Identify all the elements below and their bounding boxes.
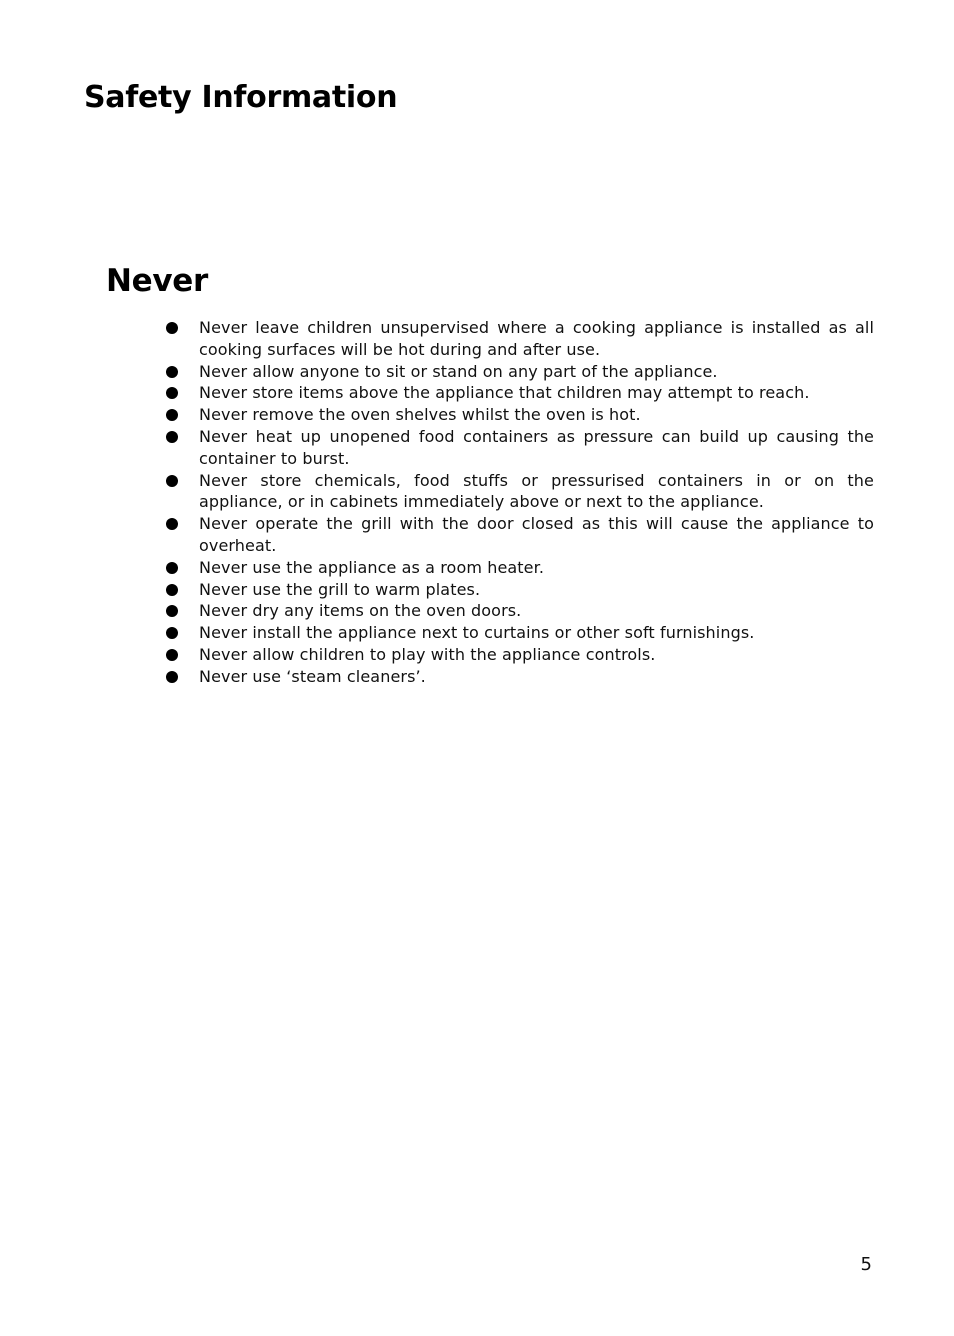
bullet-icon xyxy=(164,579,199,601)
bullet-icon xyxy=(164,382,199,404)
bullet-icon xyxy=(164,622,199,644)
list-item xyxy=(164,513,874,557)
list-item-text: Never use ‘steam cleaners’. xyxy=(199,666,426,686)
list-item xyxy=(164,600,874,622)
list-item-text: Never allow children to play with the appliance controls. xyxy=(199,644,656,664)
page-title: Safety Information xyxy=(84,80,398,115)
list-item xyxy=(164,644,874,666)
bullet-icon xyxy=(164,666,199,688)
bullet-icon xyxy=(164,644,199,666)
bullet-icon xyxy=(164,513,199,535)
list-item xyxy=(164,382,874,404)
list-item-text: Never use the grill to warm plates. xyxy=(199,579,481,599)
list-item-text: Never use the appliance as a room heater. xyxy=(199,557,545,577)
list-item-text: Never operate the grill with the door closed as this will cause the appliance to overheat. xyxy=(199,514,874,555)
list-item-text: Never store chemicals, food stuffs or pressurised containers in or on the appliance, or in cabinets immediately above or next to the appliance. xyxy=(199,470,874,512)
section-heading-never: Never xyxy=(106,263,208,299)
list-item xyxy=(164,361,874,383)
list-item-text: Never dry any items on the oven doors. xyxy=(199,601,522,621)
list-item xyxy=(164,317,874,361)
list-item-text: Never allow anyone to sit or stand on any part of the appliance. xyxy=(199,361,718,381)
list-item-text: Never leave children unsupervised where a cooking appliance is installed as all cooking surfaces will be hot during and after use. xyxy=(199,318,874,359)
never-list xyxy=(164,317,874,688)
list-item-text: Never install the appliance next to curtains or other soft furnishings. xyxy=(199,623,755,643)
bullet-icon xyxy=(164,557,199,579)
list-item xyxy=(164,404,874,426)
bullet-icon xyxy=(164,317,199,339)
bullet-icon xyxy=(164,470,199,492)
list-item-text: Never store items above the appliance that children may attempt to reach. xyxy=(199,383,810,403)
list-item xyxy=(164,622,874,644)
list-item-text: Never heat up unopened food containers as pressure can build up causing the container to burst. xyxy=(199,426,874,468)
list-item xyxy=(164,666,874,688)
list-item xyxy=(164,579,874,601)
bullet-icon xyxy=(164,600,199,622)
list-item xyxy=(164,557,874,579)
page-number: 5 xyxy=(860,1254,872,1275)
bullet-icon xyxy=(164,361,199,383)
list-item xyxy=(164,426,874,470)
bullet-icon xyxy=(164,426,199,448)
list-item xyxy=(164,470,874,514)
list-item-text: Never remove the oven shelves whilst the oven is hot. xyxy=(199,405,641,425)
bullet-icon xyxy=(164,404,199,426)
